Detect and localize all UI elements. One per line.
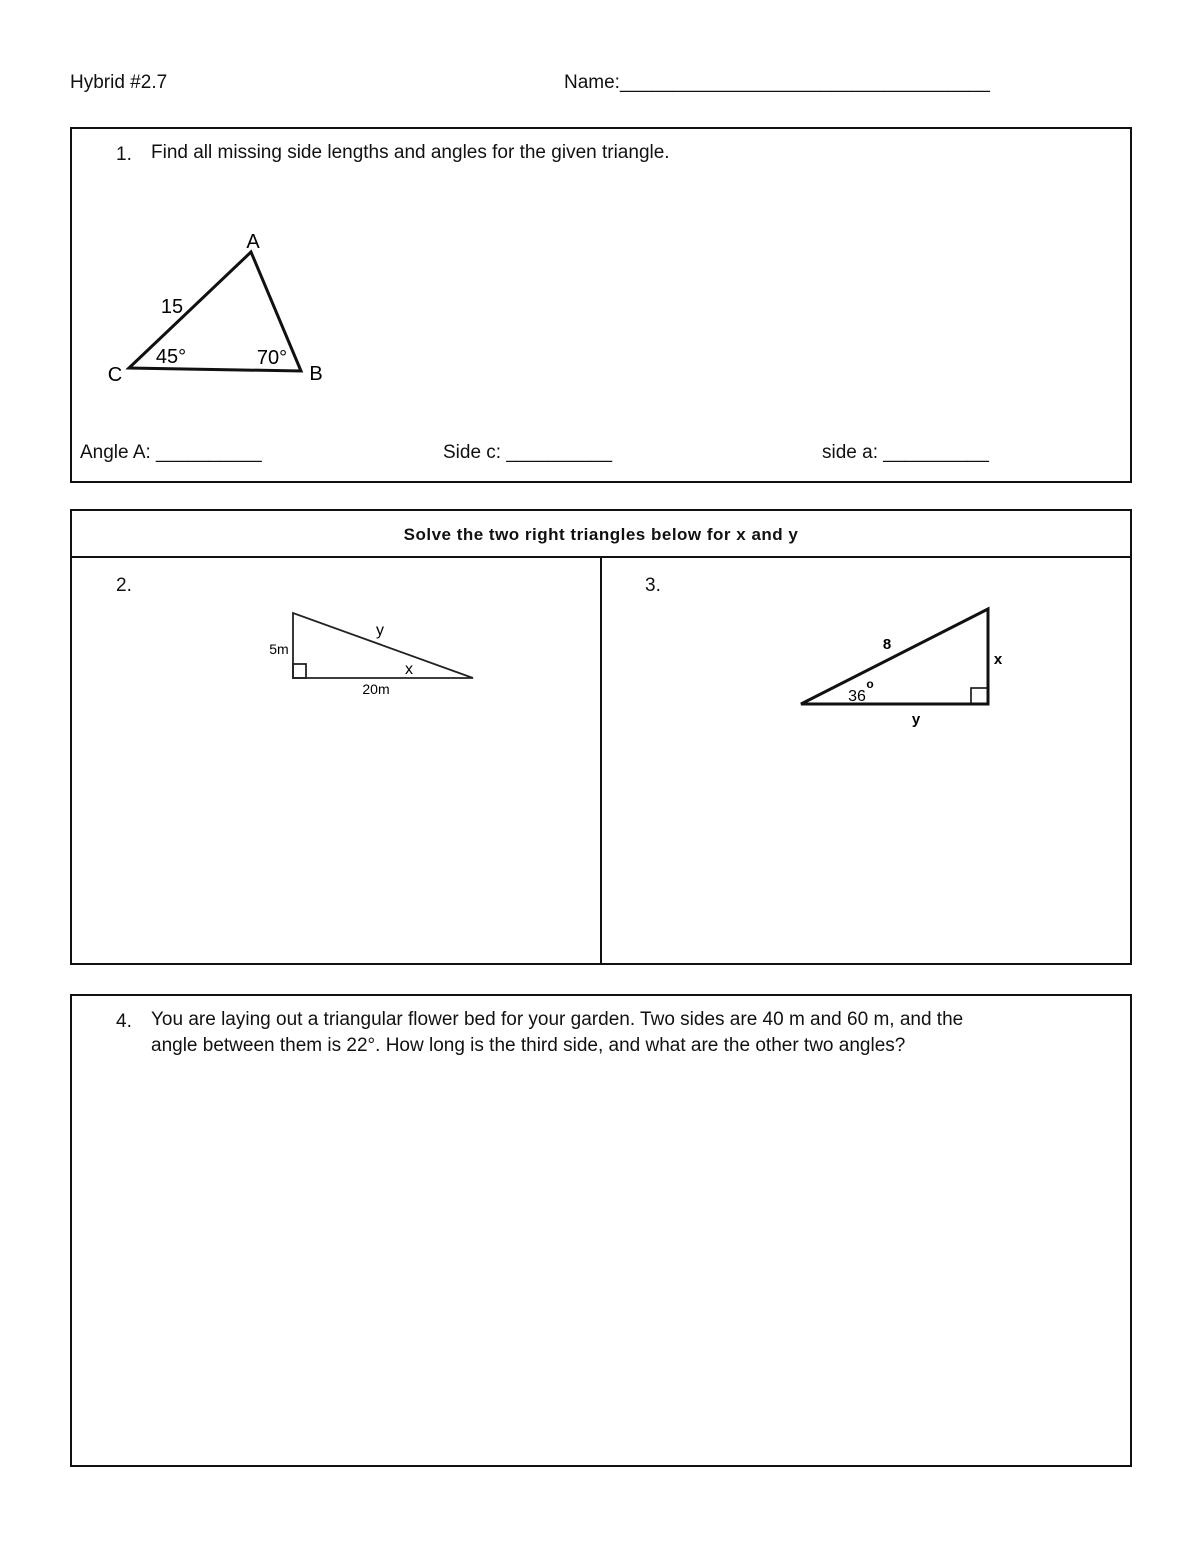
section-title: Solve the two right triangles below for x and y <box>403 525 799 544</box>
vertex-a-label: A <box>246 231 260 253</box>
section-column-divider <box>600 557 602 964</box>
right-triangle-3 <box>801 609 988 704</box>
question-4-line-2: angle between them is 22°. How long is the third side, and what are the other two angles? <box>151 1035 906 1056</box>
side-a-answer-blank[interactable]: side a: __________ <box>822 442 989 463</box>
side-c-answer-blank[interactable]: Side c: __________ <box>443 442 613 463</box>
question-4-line-1: You are laying out a triangular flower bed for your garden. Two sides are 40 m and 60 m, and the <box>151 1009 964 1030</box>
question-2-number: 2. <box>116 575 132 596</box>
question-4-box <box>70 994 1132 1467</box>
question-3-triangle-figure <box>790 600 1030 730</box>
question-2-triangle-figure <box>255 605 485 700</box>
question-4-number: 4. <box>116 1011 132 1032</box>
hypotenuse-label: y <box>376 622 384 639</box>
angle-c-label: 45° <box>155 346 187 368</box>
horizontal-leg-label: y <box>911 711 921 728</box>
degree-mark: o <box>866 677 874 691</box>
side-b-length-label: 15 <box>160 296 184 318</box>
angle-36-label: 36 <box>848 688 866 705</box>
angle-x-label: x <box>405 661 413 678</box>
horizontal-leg-label: 20m <box>362 681 390 697</box>
question-1-number: 1. <box>116 144 132 165</box>
worksheet-title: Hybrid #2.7 <box>70 72 168 93</box>
name-field[interactable]: Name:___________________________________ <box>564 72 990 93</box>
vertical-leg-label: 5m <box>269 641 289 657</box>
right-angle-marker <box>293 664 306 678</box>
question-1-text: Find all missing side lengths and angles for the given triangle. <box>151 142 670 163</box>
vertex-b-label: B <box>309 363 323 385</box>
question-1-triangle-figure <box>100 225 340 390</box>
vertex-c-label: C <box>107 364 123 386</box>
vertical-leg-label: x <box>993 651 1003 668</box>
question-3-number: 3. <box>645 575 661 596</box>
angle-b-label: 70° <box>256 347 288 369</box>
right-angle-marker <box>971 688 988 704</box>
hypotenuse-label: 8 <box>882 636 892 653</box>
angle-a-answer-blank[interactable]: Angle A: __________ <box>80 442 262 463</box>
